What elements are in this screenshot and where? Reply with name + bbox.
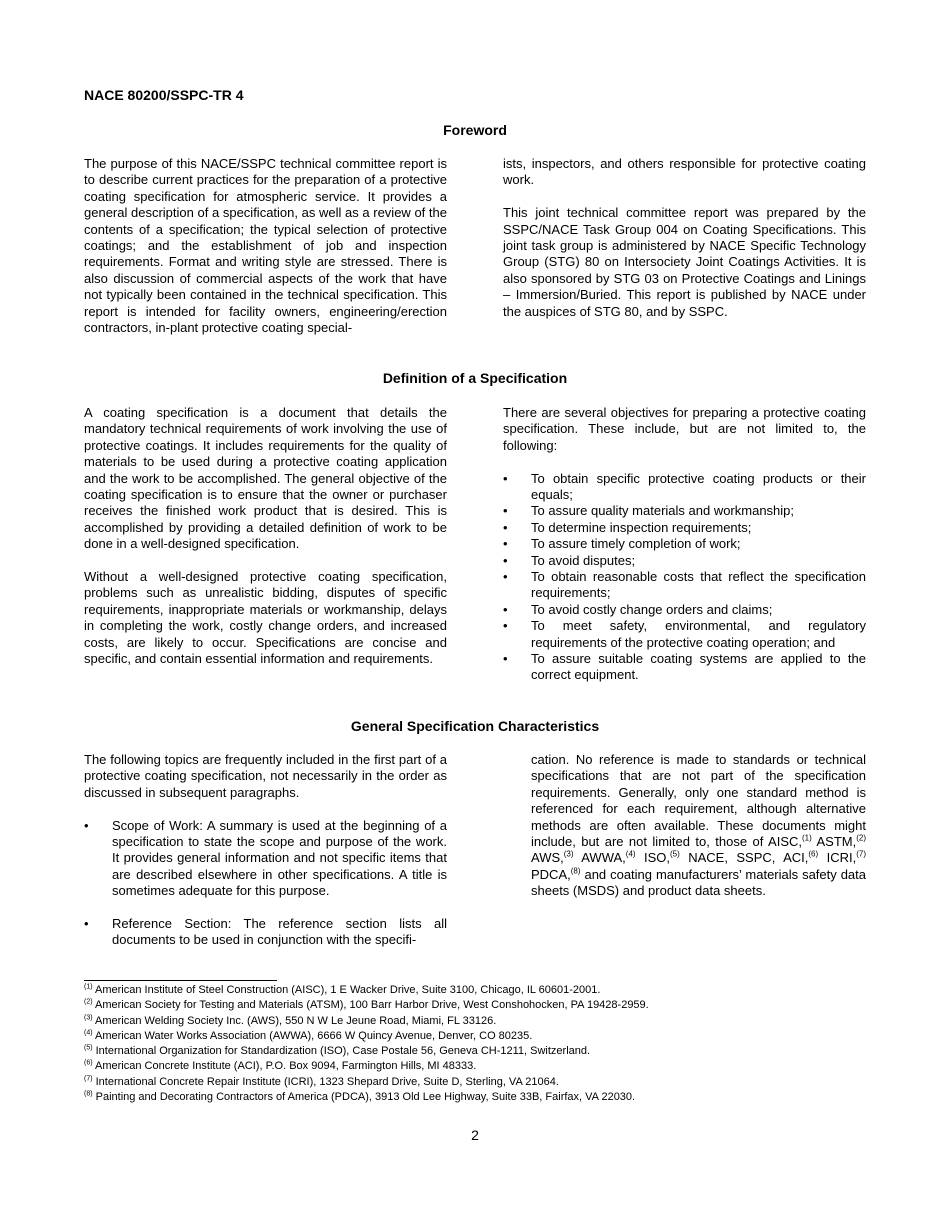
- list-item: • To assure quality materials and workmanship;: [503, 503, 866, 519]
- foreword-paragraph-1: The purpose of this NACE/SSPC technical committee report is to describe current practices for the preparation of a protective coating specification for atmospheric service. It provides a general description of a specification, as well as a review of the contents of a specification; the typical selection of protective coatings; and the establishment of job and inspection requirements. Format and writing style are stressed. There is also discussion of commercial aspects of the work that have not typically been contained in the technical specification. This report is intended for facility owners, engineering/erection contractors, in-plant protective coating special-: [84, 156, 447, 336]
- footnote-divider: [84, 980, 277, 981]
- section-title-foreword: Foreword: [443, 122, 507, 138]
- list-item: • To meet safety, environmental, and regulatory requirements of the protective coating operation; and: [503, 618, 866, 651]
- footnote: $^{(7)}$ International Concrete Repair Institute (ICRI), 1323 Shepard Drive, Suite D, Sterling, VA 21064.: [84, 1075, 559, 1088]
- objectives-list: [503, 471, 866, 684]
- footnote: $^{(2)}$ American Society for Testing and Materials (ATSM), 100 Barr Harbor Drive, West Conshohocken, PA 19428-2959.: [84, 998, 649, 1012]
- foreword-paragraph-2: This joint technical committee report was prepared by the SSPC/NACE Task Group 004 on Coating Specifications. This joint task group is administered by NACE Specific Technology Group (STG) 80 on Intersociety Joint Coatings Activities. It is also sponsored by STG 03 on Protective Coatings and Linings – Immersion/Buried. This report is published by NACE under the auspices of STG 80, and by SSPC.: [503, 205, 866, 319]
- general-intro-paragraph: The following topics are frequently included in the first part of a protective coating specification, not necessarily in the order as discussed in subsequent paragraphs.: [84, 752, 447, 800]
- section-title-general-characteristics: General Specification Characteristics: [350, 718, 600, 734]
- objectives-intro: There are several objectives for preparing a protective coating specification. These include, but are not limited to, the following:: [503, 405, 866, 453]
- topics-list: [84, 818, 447, 949]
- reference-section-continued: cation. No reference is made to standards or technical specifications that are not part of the specification requirements. Generally, only one standard method is referenced for each requirement, although alternative methods are often available. These documents might include, but are not limited to, those of AISC,$^{(1)}$ ASTM,$^{(2)}$ AWS,$^{(3)}$ AWWA,$^{(4)}$ ISO,$^{(5)}$ NACE, SSPC, ACI,$^{(6)}$ ICRI,$^{(7)}$ PDCA,$^{(8)}$ and coating manufacturers’ materials safety data sheets (MSDS) and product data sheets.: [531, 752, 866, 899]
- page-number: 2: [471, 1127, 479, 1143]
- general-right-column: [531, 752, 866, 900]
- foreword-right-column: [503, 156, 866, 320]
- definition-left-column: [84, 405, 447, 667]
- footnote: $^{(4)}$ American Water Works Association (AWWA), 6666 W Quincy Avenue, Denver, CO 80235.: [84, 1029, 533, 1042]
- footnote: $^{(6)}$ American Concrete Institute (ACI), P.O. Box 9094, Farmington Hills, MI 48333.: [84, 1059, 477, 1073]
- list-item: • To avoid disputes;: [503, 553, 866, 569]
- list-item-scope-of-work: • Scope of Work: A summary is used at the beginning of a specification to state the scope and purpose of the work. It provides general information and not specific items that are described elsewhere in other specifications. A title is sometimes adequate for this purpose.: [84, 818, 447, 900]
- footnotes: [84, 983, 884, 1105]
- footnote: $^{(8)}$ Painting and Decorating Contractors of America (PDCA), 3913 Old Lee Highway, Suite 33B, Fairfax, VA 22030.: [84, 1090, 636, 1104]
- section-title-definition: Definition of a Specification: [382, 370, 568, 386]
- foreword-left-column: [84, 156, 447, 336]
- document-header: NACE 80200/SSPC-TR 4: [84, 87, 244, 103]
- definition-right-column: [503, 405, 866, 684]
- definition-paragraph-2: Without a well-designed protective coating specification, problems such as unrealistic bidding, disputes of specific requirements, inappropriate materials or workmanship, delays in completing the work, costly change orders, and increased costs, are likely to occur. Specifications are concise and specific, and contain essential information and requirements.: [84, 569, 447, 667]
- footnote: $^{(5)}$ International Organization for Standardization (ISO), Case Postale 56, Geneva CH-1211, Switzerland.: [84, 1044, 591, 1058]
- list-item: • To obtain reasonable costs that reflect the specification requirements;: [503, 569, 866, 602]
- foreword-paragraph-1-continued: ists, inspectors, and others responsible for protective coating work.: [503, 156, 866, 188]
- list-item: • To assure timely completion of work;: [503, 536, 866, 552]
- list-item-reference-section: • Reference Section: The reference section lists all documents to be used in conjunction with the specifi-: [84, 916, 447, 949]
- list-item: • To determine inspection requirements;: [503, 520, 866, 536]
- list-item: • To assure suitable coating systems are applied to the correct equipment.: [503, 651, 866, 684]
- definition-paragraph-1: A coating specification is a document that details the mandatory technical requirements of work involving the use of protective coatings. It includes requirements for the quality of materials to be used during a protective coating application and the work to be accomplished. The general objective of the coating specification is to ensure that the owner or purchaser receives the finished work product that is desired. This is accomplished by providing a detailed definition of work to be done in a well-designed specification.: [84, 405, 447, 552]
- footnote: $^{(1)}$ American Institute of Steel Construction (AISC), 1 E Wacker Drive, Suite 3100, Chicago, IL 60601-2001.: [84, 983, 601, 996]
- general-left-column: [84, 752, 447, 949]
- list-item: • To avoid costly change orders and claims;: [503, 602, 866, 618]
- footnote: $^{(3)}$ American Welding Society Inc. (AWS), 550 N W Le Jeune Road, Miami, FL 33126.: [84, 1013, 497, 1027]
- list-item: • To obtain specific protective coating products or their equals;: [503, 471, 866, 504]
